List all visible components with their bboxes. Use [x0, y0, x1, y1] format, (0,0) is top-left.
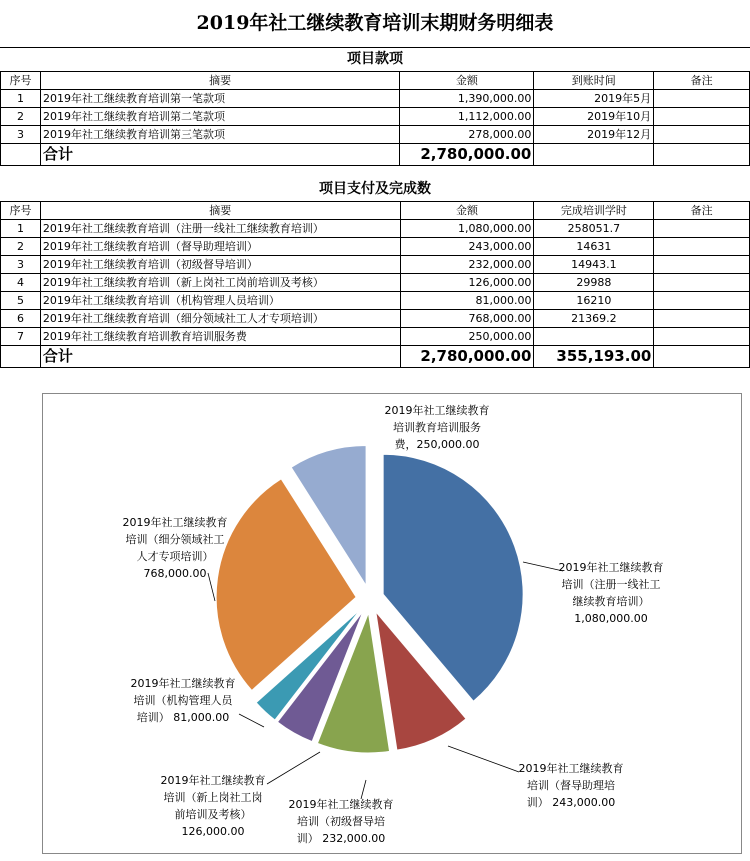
- table-row: [1, 256, 750, 274]
- pie-chart: [43, 394, 741, 853]
- row-description: 2019年社工继续教育培训（督导助理培训）: [40, 238, 400, 256]
- row-date: 2019年12月: [534, 126, 654, 144]
- table-row: [1, 328, 750, 346]
- slice-label-line: 培训（注册一线社工: [561, 578, 661, 591]
- slice-label-line: 训） 232,000.00: [296, 832, 386, 845]
- slice-label-line: 前培训及考核）: [174, 808, 252, 821]
- table-row: [1, 274, 750, 292]
- row-number: 4: [1, 274, 41, 292]
- header-cell: 备注: [654, 72, 750, 90]
- slice-label: [559, 560, 664, 625]
- row-number: 2: [1, 238, 41, 256]
- slice-label-line: 768,000.00: [143, 567, 207, 580]
- row-amount: 768,000.00: [400, 310, 534, 328]
- slice-label-line: 2019年社工继续教育: [130, 677, 236, 690]
- leader-line: [208, 573, 215, 601]
- row-description: 2019年社工继续教育培训（初级督导培训）: [40, 256, 400, 274]
- slice-label-line: 2019年社工继续教育: [122, 516, 228, 529]
- row-date: 2019年10月: [534, 108, 654, 126]
- slice-label-line: 培训教育培训服务: [393, 421, 481, 434]
- row-number: 3: [1, 126, 41, 144]
- row-hours: 14631: [534, 238, 654, 256]
- header-cell: 序号: [1, 202, 41, 220]
- income-table: [0, 71, 750, 166]
- slice-label-line: 2019年社工继续教育: [558, 561, 664, 574]
- row-note: [654, 220, 750, 238]
- header-cell: 完成培训学时: [534, 202, 654, 220]
- row-note: [654, 310, 750, 328]
- leader-line: [523, 562, 563, 571]
- row-note: [654, 238, 750, 256]
- slice-label: [289, 797, 394, 845]
- slice-label-line: 培训（机构管理人员: [133, 694, 233, 707]
- row-description: 2019年社工继续教育培训第二笔款项: [40, 108, 399, 126]
- row-number: 5: [1, 292, 41, 310]
- row-note: [654, 292, 750, 310]
- row-description: 2019年社工继续教育培训（机构管理人员培训）: [40, 292, 400, 310]
- slice-label-line: 1,080,000.00: [574, 612, 648, 625]
- total-label: 合计: [40, 144, 399, 166]
- table-header-row: [1, 202, 750, 220]
- slice-label-line: 126,000.00: [181, 825, 245, 838]
- row-hours: 21369.2: [534, 310, 654, 328]
- row-hours: 29988: [534, 274, 654, 292]
- row-description: 2019年社工继续教育培训教育培训服务费: [40, 328, 400, 346]
- empty-cell: [654, 346, 750, 368]
- row-note: [654, 328, 750, 346]
- pie-chart-frame: [42, 393, 742, 854]
- slice-label-line: 2019年社工继续教育: [288, 798, 394, 811]
- row-amount: 1,390,000.00: [400, 90, 534, 108]
- slice-label: [131, 676, 236, 724]
- row-hours: 14943.1: [534, 256, 654, 274]
- slice-label-line: 2019年社工继续教育: [518, 762, 624, 775]
- slice-label-line: 2019年社工继续教育: [384, 404, 490, 417]
- slice-label-line: 培训（细分领域社工: [125, 533, 225, 546]
- slice-label-line: 培训（新上岗社工岗: [163, 791, 263, 804]
- slice-label: [385, 403, 490, 451]
- empty-cell: [534, 144, 654, 166]
- slice-label-line: 2019年社工继续教育: [160, 774, 266, 787]
- row-description: 2019年社工继续教育培训第三笔款项: [40, 126, 399, 144]
- row-number: 3: [1, 256, 41, 274]
- row-amount: 232,000.00: [400, 256, 534, 274]
- row-number: 1: [1, 220, 41, 238]
- header-cell: 金额: [400, 202, 534, 220]
- slice-label-line: 训） 243,000.00: [526, 796, 616, 809]
- row-amount: 278,000.00: [400, 126, 534, 144]
- table-row: [1, 292, 750, 310]
- empty-cell: [1, 144, 41, 166]
- row-description: 2019年社工继续教育培训第一笔款项: [40, 90, 399, 108]
- leader-line: [361, 780, 366, 799]
- expense-section-title: 项目支付及完成数: [319, 181, 431, 197]
- header-cell: 摘要: [40, 72, 399, 90]
- slice-label-line: 费，250,000.00: [394, 438, 480, 451]
- empty-cell: [1, 346, 41, 368]
- table-row: [1, 220, 750, 238]
- expense-table: [0, 201, 750, 368]
- row-note: [654, 274, 750, 292]
- row-note: [654, 126, 750, 144]
- slice-label-line: 人才专项培训）: [136, 550, 214, 563]
- row-number: 1: [1, 90, 41, 108]
- slice-label-line: 培训（初级督导培: [297, 815, 385, 828]
- row-description: 2019年社工继续教育培训（注册一线社工继续教育培训）: [40, 220, 400, 238]
- row-description: 2019年社工继续教育培训（细分领域社工人才专项培训）: [40, 310, 400, 328]
- slice-label: [123, 515, 228, 580]
- slice-label-line: 培训（督导助理培: [527, 779, 615, 792]
- page-title: 2019年社工继续教育培训末期财务明细表: [196, 12, 554, 34]
- table-row: [1, 90, 750, 108]
- row-amount: 243,000.00: [400, 238, 534, 256]
- slice-label-line: 培训） 81,000.00: [136, 711, 230, 724]
- header-cell: 金额: [400, 72, 534, 90]
- header-cell: 到账时间: [534, 72, 654, 90]
- row-number: 6: [1, 310, 41, 328]
- row-note: [654, 256, 750, 274]
- slice-label-line: 继续教育培训）: [572, 595, 650, 608]
- leader-line: [448, 746, 519, 772]
- row-hours: [534, 328, 654, 346]
- row-number: 7: [1, 328, 41, 346]
- row-note: [654, 108, 750, 126]
- total-row: [1, 346, 750, 368]
- table-row: [1, 238, 750, 256]
- header-cell: 摘要: [40, 202, 400, 220]
- total-label: 合计: [40, 346, 400, 368]
- row-amount: 1,112,000.00: [400, 108, 534, 126]
- leader-line: [267, 752, 320, 784]
- total-amount: 2,780,000.00: [400, 346, 534, 368]
- header-cell: 序号: [1, 72, 41, 90]
- total-row: [1, 144, 750, 166]
- row-amount: 1,080,000.00: [400, 220, 534, 238]
- table-row: [1, 310, 750, 328]
- empty-cell: [654, 144, 750, 166]
- slice-label: [519, 761, 624, 809]
- row-amount: 250,000.00: [400, 328, 534, 346]
- row-note: [654, 90, 750, 108]
- row-amount: 126,000.00: [400, 274, 534, 292]
- table-header-row: [1, 72, 750, 90]
- row-date: 2019年5月: [534, 90, 654, 108]
- row-amount: 81,000.00: [400, 292, 534, 310]
- row-hours: 258051.7: [534, 220, 654, 238]
- total-hours: 355,193.00: [534, 346, 654, 368]
- slice-label: [161, 773, 266, 838]
- leader-line: [239, 714, 264, 727]
- table-row: [1, 126, 750, 144]
- row-description: 2019年社工继续教育培训（新上岗社工岗前培训及考核）: [40, 274, 400, 292]
- row-number: 2: [1, 108, 41, 126]
- table-row: [1, 108, 750, 126]
- total-amount: 2,780,000.00: [400, 144, 534, 166]
- header-cell: 备注: [654, 202, 750, 220]
- row-hours: 16210: [534, 292, 654, 310]
- income-section-title: 项目款项: [347, 51, 403, 67]
